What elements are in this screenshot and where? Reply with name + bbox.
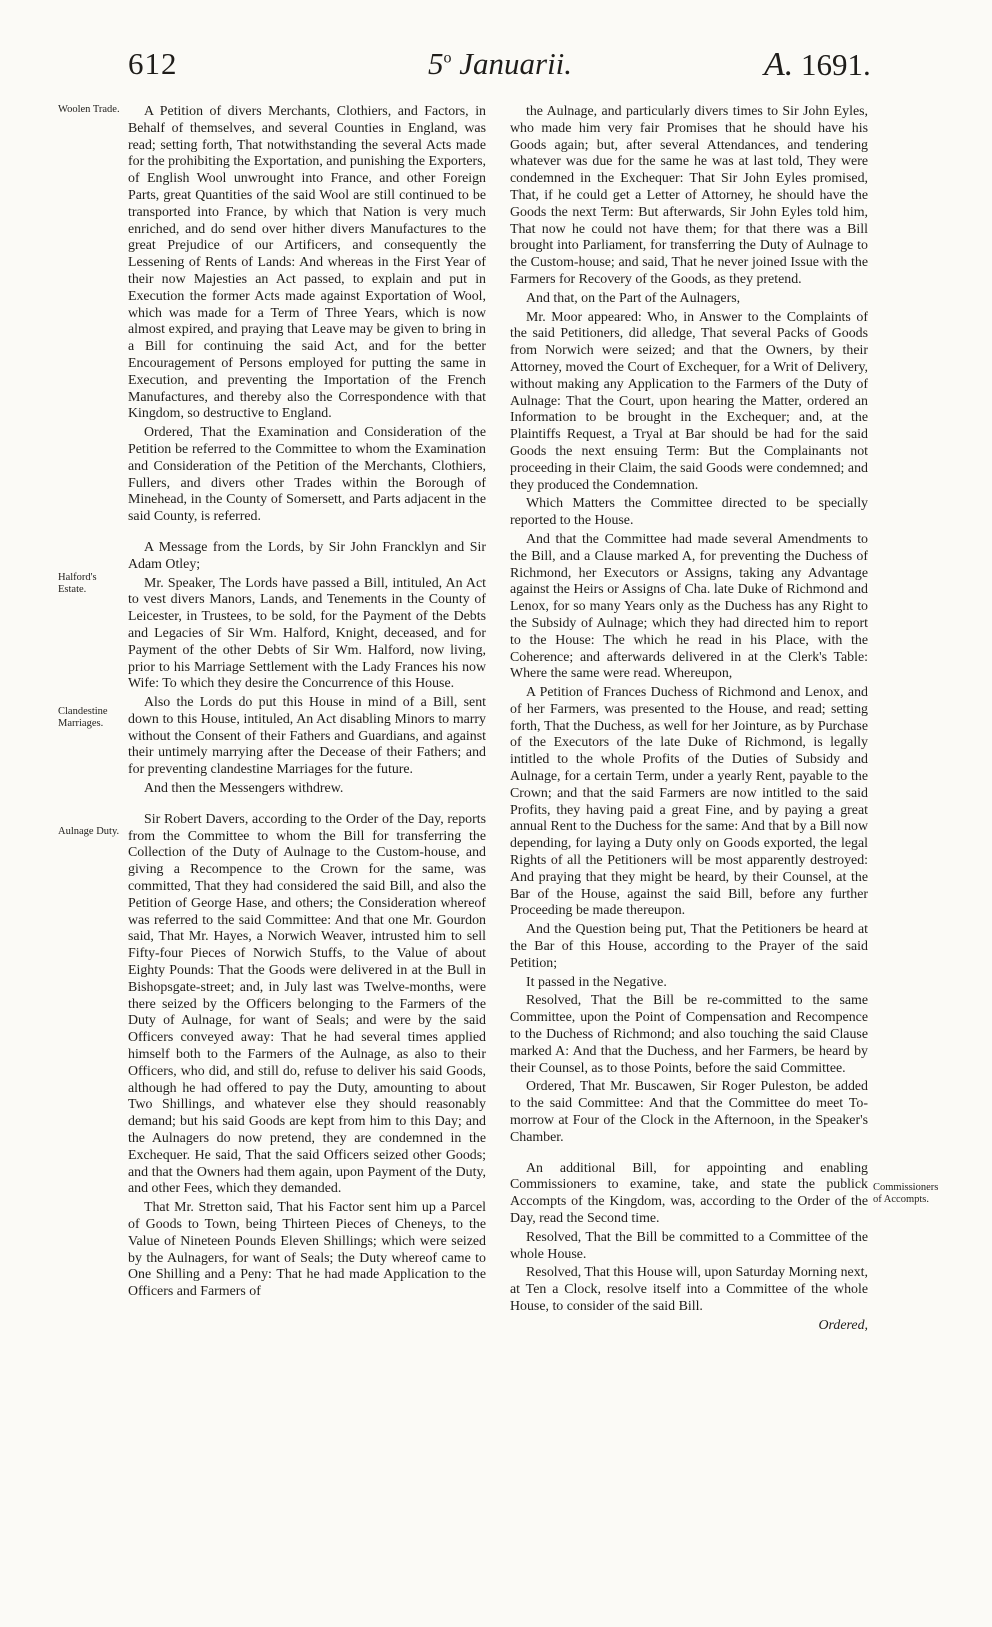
margin-note-aulnage-duty: Aulnage Duty.: [58, 826, 120, 837]
paragraph: the Aulnage, and particularly divers times to Sir John Eyles, who made him very fair Promises that he should have his Goods again; but, after several Attendances, and tendering whatever was due for the same he was at last told, They were condemned in the Exchequer: That Sir John Eyles promised, That, if he could get a Letter of Attorney, he should have the Goods the next Term: But afterwards, Sir John Eyles told him, That now he could not have them; for that there was a Bill brought into Parliament, for transferring the Duty of Aulnage to the Custom-house; and said, That he never joined Issue with the Farmers for Recovery of the Goods, as they pretend.: [510, 104, 868, 287]
paragraph: Which Matters the Committee directed to be specially reported to the House.: [510, 496, 868, 529]
paragraph: And that, on the Part of the Aulnagers,: [526, 290, 741, 306]
right-column: [510, 104, 868, 1335]
paragraph: And the Question being put, That the Petitioners be heard at the Bar of this House, according to the Prayer of the said Petition;: [510, 922, 868, 971]
paragraph: Mr. Moor appeared: Who, in Answer to the Complaints of the said Petitioners, did alledge, That several Packs of Goods from Norwich were seized; and that the Owners, by their Attorney, moved the Court of Exchequer, for a Writ of Delivery, without making any Application to the Farmers of the Duty of Aulnage: That the Court, upon hearing the Matter, ordered an Information to be brought in the Exchequer; and, at the Plaintiffs Request, a Tryal at Bar should be had for the said Goods the next ensuing Term: But the Complainants not proceeding in their Claim, the said Goods were condemned; and they produced the Condemnation.: [510, 309, 868, 493]
year-number: 1691.: [801, 47, 871, 82]
left-column: [128, 104, 486, 1303]
paragraph: That Mr. Stretton said, That his Factor sent him up a Parcel of Goods to Town, being Thirteen Pieces of Cheneys, to the Value of Nineteen Pounds Eleven Shillings; which were seized by the Aulnagers, for want of Seals; the Duty whereof came to One Shilling and a Peny: That he had made Application to the Officers and Farmers of: [128, 1200, 486, 1300]
paragraph: A Petition of divers Merchants, Clothiers, and Factors, in Behalf of themselves, and several Counties in England, was read; setting forth, That notwithstanding the several Acts made for the prohibiting the Exportation, and punishing the Exporters, of English Wool unwrought into France, and other Foreign Parts, great Quantities of the said Wool are still continued to be transported into France, by which that Nation is very much enriched, and do send over hither divers Manufactures to the great Prejudice of our Artificers, and consequently the Lessening of Rents of Lands: And whereas in the First Year of their now Majesties an Act passed, to explain and put in Execution the former Acts made against Exportation of Wool, which was made for a Term of Three Years, which is now almost expired, and praying that Leave may be given to bring in a Bill for continuing the said Act, and for the better Encouragement of Persons employed for putting the same in Execution, and preventing the Importation of the French Manufactures, and thereby also the Correspondence with that Kingdom, so destructive to England.: [128, 104, 487, 422]
date-ordinal: o: [443, 49, 452, 67]
date-number: 5: [428, 46, 444, 81]
paragraph: A Petition of Frances Duchess of Richmond and Lenox, and of her Farmers, was presented to the House, and read; setting forth, That the Duchess, as well for her Jointure, as by Purchase of the Executors of the late Duke of Richmond, is legally intitled to the whole Profits of the Duties of Subsidy and Aulnage, for a certain Term, under a yearly Rent, payable to the Crown; and that the said Farmers are now intitled to the said Profits, they having paid a great Fine, and by paying a great annual Rent to the Duchess for the same: And that by a Bill now depending, for laying a Duty only on Goods exported, the legal Rights of all the Petitioners will be most apparently destroyed: And praying that they might be heard, by their Counsel, at the Bar of the House, against the said Bill, before any further Proceeding be made thereupon.: [510, 685, 868, 919]
page-number: 612: [128, 46, 178, 81]
paragraph: And that the Committee had made several Amendments to the Bill, and a Clause marked A, for preventing the Duchess of Richmond, her Executors or Assigns, taking any Advantage against the Heirs or Assigns of Cha. late Duke of Richmond and Lenox, for so many Years only as the Duchess has any Right to the Subsidy of Aulnage; which they had directed him to report to the House: The which he read in his Place, with the Coherence; and afterwards delivered in at the Clerk's Table: Where the same were read. Whereupon,: [510, 531, 868, 682]
year-letter: A.: [764, 46, 794, 83]
margin-note-woolen-trade: Woolen Trade.: [58, 104, 120, 115]
paragraph: Mr. Speaker, The Lords have passed a Bill, intituled, An Act to vest divers Manors, Lands, and Tenements in the County of Leicester, in Trustees, to be sold, for the Payment of the Debts and Legacies of Sir Wm. Halford, Knight, deceased, and for Payment of the other Debts of Sir Wm. Halford, now living, prior to his Marriage Settlement with the Lady Frances his now Wife: To which they desire the Concurrence of this House.: [128, 575, 486, 692]
journal-date: [428, 46, 572, 82]
paragraph: Also the Lords do put this House in mind of a Bill, sent down to this House, intituled, An Act disabling Minors to marry without the Consent of their Fathers and Guardians, and against their untimely marrying after the Decease of their Fathers; and for preventing clandestine Marriages for the future.: [128, 695, 486, 778]
paragraph: Ordered, That Mr. Buscawen, Sir Roger Puleston, be added to the said Committee: And that the Committee do meet To-morrow at Four of the Clock in the Afternoon, in the Speaker's Chamber.: [510, 1079, 868, 1145]
page-header: [0, 46, 992, 96]
paragraph: An additional Bill, for appointing and enabling Commissioners to examine, take, and state the publick Accompts of the Kingdom, was, according to the Order of the Day, read the Second time.: [510, 1160, 868, 1226]
date-word: Januarii.: [459, 46, 573, 81]
paragraph: Resolved, That this House will, upon Saturday Morning next, at Ten a Clock, resolve itself into a Committee of the whole House, to consider of the said Bill.: [510, 1265, 868, 1314]
paragraph: It passed in the Negative.: [526, 974, 667, 990]
margin-note-halford-estate: Halford's Estate.: [58, 572, 97, 595]
margin-note-clandestine-marriages: Clandestine Marriages.: [58, 706, 108, 729]
paragraph: Resolved, That the Bill be re-committed to the same Committee, upon the Point of Compensation and Recompence to the Duchess of Richmond; and also touching the said Clause marked A: And that the Duchess, and her Farmers, be heard by their Counsel, as to those Points, before the said Committee.: [510, 993, 868, 1076]
catchword: Ordered,: [818, 1317, 868, 1333]
journal-year: [764, 46, 871, 84]
paragraph: And then the Messengers withdrew.: [144, 781, 344, 797]
margin-note-commissioners-accompts: Commissioners of Accompts.: [873, 1182, 939, 1205]
paragraph: Resolved, That the Bill be committed to a Committee of the whole House.: [510, 1229, 868, 1262]
paragraph: Sir Robert Davers, according to the Order of the Day, reports from the Committee to whom the Bill for transferring the Collection of the Duty of Aulnage to the Custom-house, and giving a Recompence to the Crown for the same, was committed, That they had considered the said Bill, and also the Petition of George Hase, and others; the Consideration whereof was referred to the said Committee: And that one Mr. Gourdon said, That Mr. Hayes, a Norwich Weaver, intrusted him to sell Fifty-four Pieces of Norwich Stuffs, to the Value of about Eighty Pounds: That the Goods were delivered in at the Bull in Bishopsgate-street; and, in July last was Twelve-months, were there seized by the Officers belonging to the Farmers of the Duty of Aulnage, for want of Seals; and were by the said Officers conveyed away: That he had several times applied himself both to the Farmers of the Aulnage, as also to their Officers, who did, and still do, refuse to deliver his said Goods, although he had offered to pay the Duty, amounting to about Two Shillings, and whatever else they should reasonably demand; but his said Goods are kept from him to this Day; and the Aulnagers do now pretend, they are condemned in the Exchequer. He said, That the said Officers seized other Goods; and that the Owners had them again, upon Payment of the Duty, and other Fees, which they demanded.: [128, 811, 486, 1197]
paragraph: Ordered, That the Examination and Consideration of the Petition be referred to the Committee to whom the Examination and Consideration of the Petition of the Merchants, Clothiers, Fullers, and divers other Trades within the Borough of Minehead, in the County of Somersett, and Parts adjacent in the said County, is referred.: [128, 425, 486, 525]
paragraph: A Message from the Lords, by Sir John Francklyn and Sir Adam Otley;: [128, 539, 486, 572]
